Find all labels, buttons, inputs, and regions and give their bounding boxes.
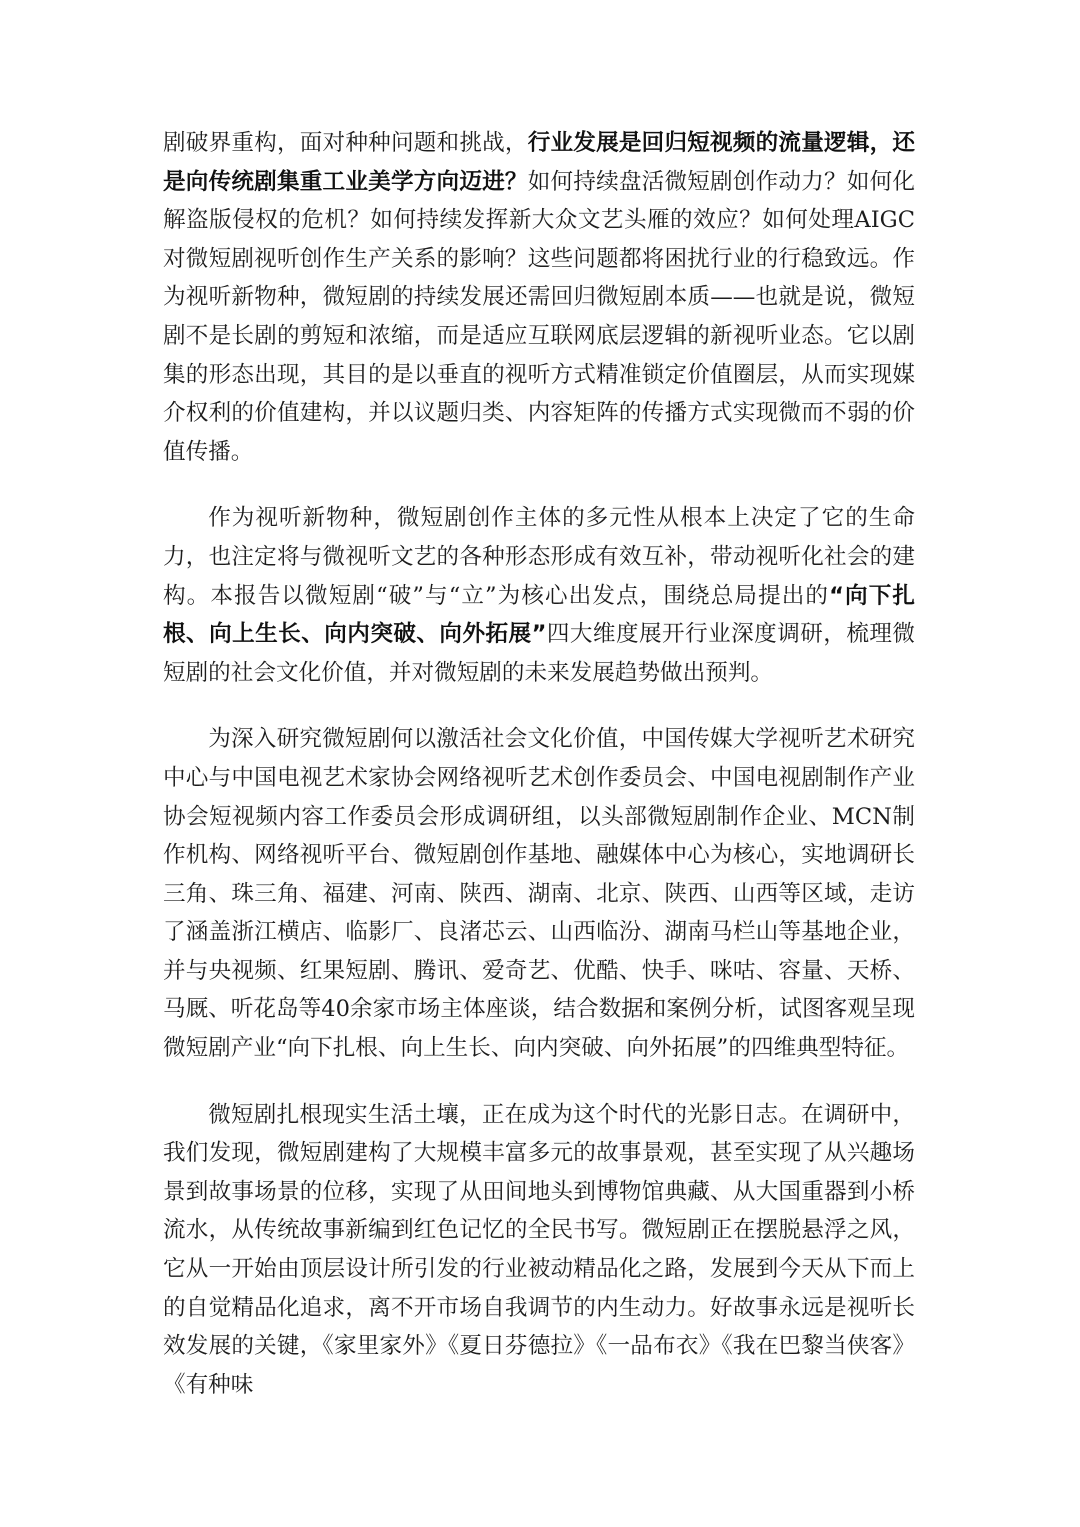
- bold-text-segment: “向下扎根、向上生长、向内突破、向外拓展”: [163, 582, 916, 648]
- paragraph-1: [163, 124, 915, 471]
- text-segment: 微短剧扎根现实生活土壤，正在成为这个时代的光影日志。在调研中，我们发现，微短剧建构了大规模丰富多元的故事景观，甚至实现了从兴趣场景到故事场景的位移，实现了从田间地头到博物馆典藏、从大国重器到小桥流水，从传统故事新编到红色记忆的全民书写。微短剧正在摆脱悬浮之风，它从一开始由顶层设计所引发的行业被动精品化之路，发展到今天从下而上的自觉精品化追求，离不开市场自我调节的内生动力。好故事永远是视听长效发展的关键，《家里家外》《夏日芬德拉》《一品布衣》《我在巴黎当侠客》《有种味: [163, 1101, 915, 1398]
- document-body: [163, 124, 915, 1404]
- paragraph-3: [163, 720, 915, 1067]
- paragraph-2: [163, 499, 915, 692]
- text-segment: 为深入研究微短剧何以激活社会文化价值，中国传媒大学视听艺术研究中心与中国电视艺术家协会网络视听艺术创作委员会、中国电视剧制作产业协会短视频内容工作委员会形成调研组，以头部微短剧制作企业、MCN制作机构、网络视听平台、微短剧创作基地、融媒体中心为核心，实地调研长三角、珠三角、福建、河南、陕西、湖南、北京、陕西、山西等区域，走访了涵盖浙江横店、临影厂、良渚芯云、山西临汾、湖南马栏山等基地企业，并与央视频、红果短剧、腾讯、爱奇艺、优酷、快手、咪咕、容量、天桥、马厩、听花岛等40余家市场主体座谈，结合数据和案例分析，试图客观呈现微短剧产业“向下扎根、向上生长、向内突破、向外拓展”的四维典型特征。: [163, 726, 915, 1062]
- text-segment: 四大维度展开行业深度调研，梳理微短剧的社会文化价值，并对微短剧的未来发展趋势做出预判。: [163, 621, 915, 686]
- text-segment: 作为视听新物种，微短剧创作主体的多元性从根本上决定了它的生命力，也注定将与微视听文艺的各种形态形成有效互补，带动视听化社会的建构。本报告以微短剧“破”与“立”为核心出发点，围绕总局提出的: [163, 505, 915, 609]
- paragraph-4: [163, 1096, 915, 1405]
- bold-text-segment: 行业发展是回归短视频的流量逻辑，还是向传统剧集重工业美学方向迈进？: [163, 130, 915, 195]
- text-segment: 剧破界重构，面对种种问题和挑战，: [163, 130, 528, 156]
- text-segment: 如何持续盘活微短剧创作动力？如何化解盗版侵权的危机？如何持续发挥新大众文艺头雁的效应？如何处理AIGC对微短剧视听创作生产关系的影响？这些问题都将困扰行业的行稳致远。作为视听新物种，微短剧的持续发展还需回归微短剧本质——也就是说，微短剧不是长剧的剪短和浓缩，而是适应互联网底层逻辑的新视听业态。它以剧集的形态出现，其目的是以垂直的视听方式精准锁定价值圈层，从而实现媒介权利的价值建构，并以议题归类、内容矩阵的传播方式实现微而不弱的价值传播。: [163, 168, 915, 465]
